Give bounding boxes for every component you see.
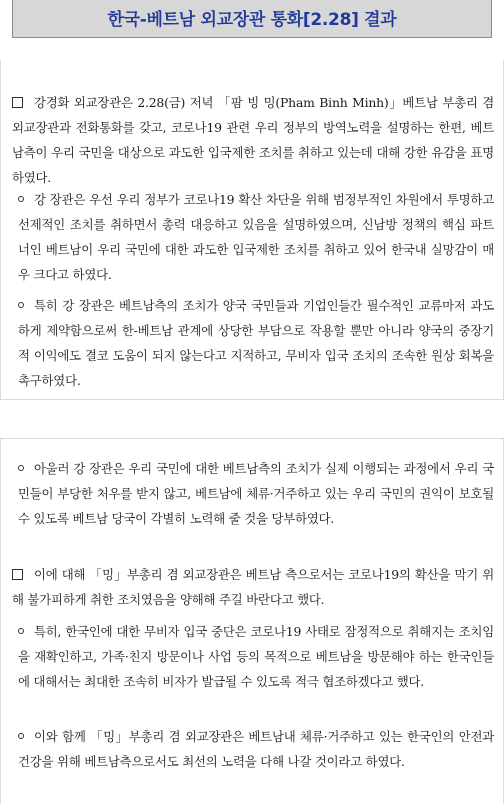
square-bullet-icon	[12, 97, 23, 108]
paragraph-6	[18, 619, 494, 694]
paragraph-5	[12, 562, 494, 612]
paragraph-2	[18, 187, 494, 287]
circle-bullet-icon	[18, 302, 24, 308]
paragraph-5-text: 이에 대해 「밍」부총리 겸 외교장관은 베트남 측으로서는 코로나19의 확산을 막기 위해 불가피하게 취한 조치였음을 양해해 주길 바란다고 했다.	[12, 567, 494, 607]
paragraph-1	[12, 90, 494, 190]
page-gap	[0, 400, 504, 438]
circle-bullet-icon	[18, 465, 24, 471]
paragraph-4	[18, 456, 494, 531]
paragraph-6-text: 특히, 한국인에 대한 무비자 입국 중단은 코로나19 사태로 잠정적으로 취해지는 조치임을 재확인하고, 가족·친지 방문이나 사업 등의 목적으로 베트남을 방문해야 하는 한국인들에 대해서는 최대한 조속히 비자가 발급될 수 있도록 적극 협조하겠다고 했다.	[18, 624, 494, 689]
document-title: 한국-베트남 외교장관 통화[2.28] 결과	[107, 9, 397, 30]
paragraph-2-text: 강 장관은 우선 우리 정부가 코로나19 확산 차단을 위해 범정부적인 차원에서 투명하고 선제적인 조치를 취하면서 총력 대응하고 있음을 설명하였으며, 신남방 정책의 핵심 파트너인 베트남이 우리 국민에 대한 과도한 입국제한 조치를 취하고 있어 한국내 실망감이 매우 크다고 하였다.	[18, 192, 494, 282]
circle-bullet-icon	[18, 628, 24, 634]
paragraph-3-text: 특히 강 장관은 베트남측의 조치가 양국 국민들과 기업인들간 필수적인 교류마저 과도하게 제약함으로써 한-베트남 관계에 상당한 부담으로 작용할 뿐만 아니라 양국의 중장기적 이익에도 결코 도움이 되지 않는다고 지적하고, 무비자 입국 조치의 조속한 원상 회복을 촉구하였다.	[18, 298, 494, 388]
square-bullet-icon	[12, 569, 23, 580]
title-box	[12, 0, 492, 38]
paragraph-3	[18, 293, 494, 393]
paragraph-1-text: 강경화 외교장관은 2.28(금) 저녁 「팜 빙 밍(Pham Binh Minh)」베트남 부총리 겸 외교장관과 전화통화를 갖고, 코로나19 관련 우리 정부의 방역노력을 설명하는 한편, 베트남측이 우리 국민을 대상으로 과도한 입국제한 조치를 취하고 있는데 대해 강한 유감을 표명하였다.	[12, 95, 494, 185]
paragraph-7-text: 이와 함께 「밍」부총리 겸 외교장관은 베트남내 체류·거주하고 있는 한국인의 안전과 건강을 위해 베트남측으로서도 최선의 노력을 다해 나갈 것이라고 하였다.	[18, 729, 494, 769]
circle-bullet-icon	[18, 733, 24, 739]
paragraph-4-text: 아울러 강 장관은 우리 국민에 대한 베트남측의 조치가 실제 이행되는 과정에서 우리 국민들이 부당한 처우를 받지 않고, 베트남에 체류·거주하고 있는 우리 국민의 권익이 보호될 수 있도록 베트남 당국이 각별히 노력해 줄 것을 당부하였다.	[18, 461, 494, 526]
circle-bullet-icon	[18, 196, 24, 202]
paragraph-7	[18, 724, 494, 774]
